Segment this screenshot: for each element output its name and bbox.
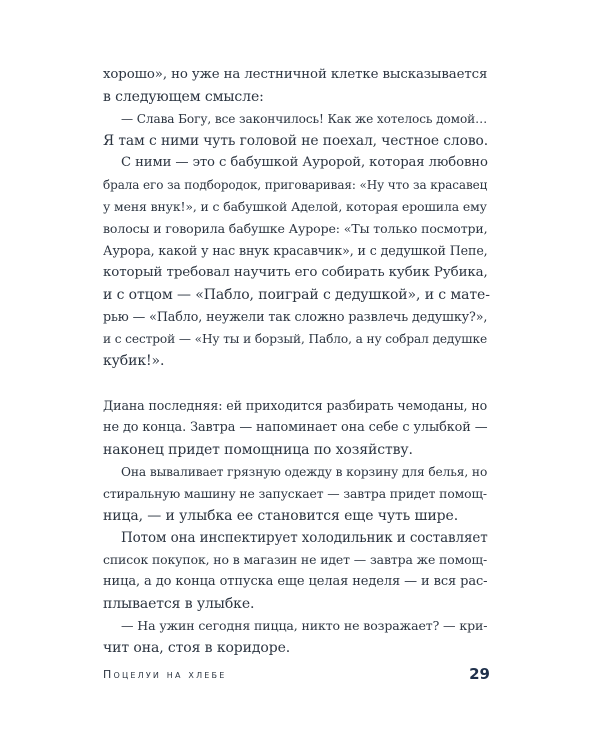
text-line: и с сестрой — «Ну ты и борзый, Пабло, а ну собрал дедушке [103, 332, 488, 346]
text-line: Аурора, какой у нас внук красавчик», и с дедушкой Пепе, [103, 243, 488, 258]
text-line: волосы и говорила бабушке Ауроре: «Ты только посмотри, [103, 221, 488, 236]
text-line: ница, а до конца отпуска еще целая неделя — и вся рас- [103, 574, 488, 589]
text-line: рью — «Пабло, неужели так сложно развлечь дедушку?», [103, 309, 488, 324]
text-line: чит она, стоя в коридоре. [103, 640, 291, 656]
page-number: 29 [469, 665, 490, 683]
text-line: хорошо», но уже на лестничной клетке высказывается [103, 67, 488, 82]
text-line: — Слава Богу, все закончилось! Как же хотелось домой… [121, 112, 488, 126]
text-line: Потом она инспектирует холодильник и составляет [121, 530, 488, 546]
text-line: брала его за подбородок, приговаривая: «Ну что за красавец [103, 178, 488, 192]
text-line: ница, — и улыбка ее становится еще чуть шире. [103, 508, 459, 524]
text-line: плывается в улыбке. [103, 596, 255, 612]
page-footer [103, 665, 490, 688]
text-line: кубик!». [103, 353, 165, 369]
text-line: и с отцом — «Пабло, поиграй с дедушкой», и с мате- [103, 287, 490, 303]
text-line: — На ужин сегодня пицца, никто не возражает? — кри- [121, 618, 488, 633]
text-line: в следующем смысле: [103, 89, 264, 105]
text-line: Я там с ними чуть головой не поехал, честное слово. [103, 133, 489, 149]
running-title: Поцелуи на хлебе [103, 668, 227, 681]
text-line: список покупок, но в магазин не идет — завтра же помощ- [103, 552, 488, 567]
text-line: у меня внук!», и с бабушкой Аделой, которая ерошила ему [103, 199, 487, 214]
text-block-lower [103, 395, 490, 659]
text-line: наконец придет помощница по хозяйству. [103, 442, 413, 458]
text-block-upper [103, 64, 490, 372]
text-line: который требовал научить его собирать кубик Рубика, [103, 265, 488, 280]
text-line: Диана последняя: ей приходится разбирать чемоданы, но [103, 398, 488, 413]
text-line: С ними — это с бабушкой Ауророй, которая любовно [121, 155, 488, 170]
text-line: Она вываливает грязную одежду в корзину для белья, но [121, 465, 488, 479]
text-line: не до конца. Завтра — напоминает она себе с улыбкой — [103, 420, 488, 435]
text-line: стиральную машину не запускает — завтра придет помощ- [103, 487, 487, 501]
